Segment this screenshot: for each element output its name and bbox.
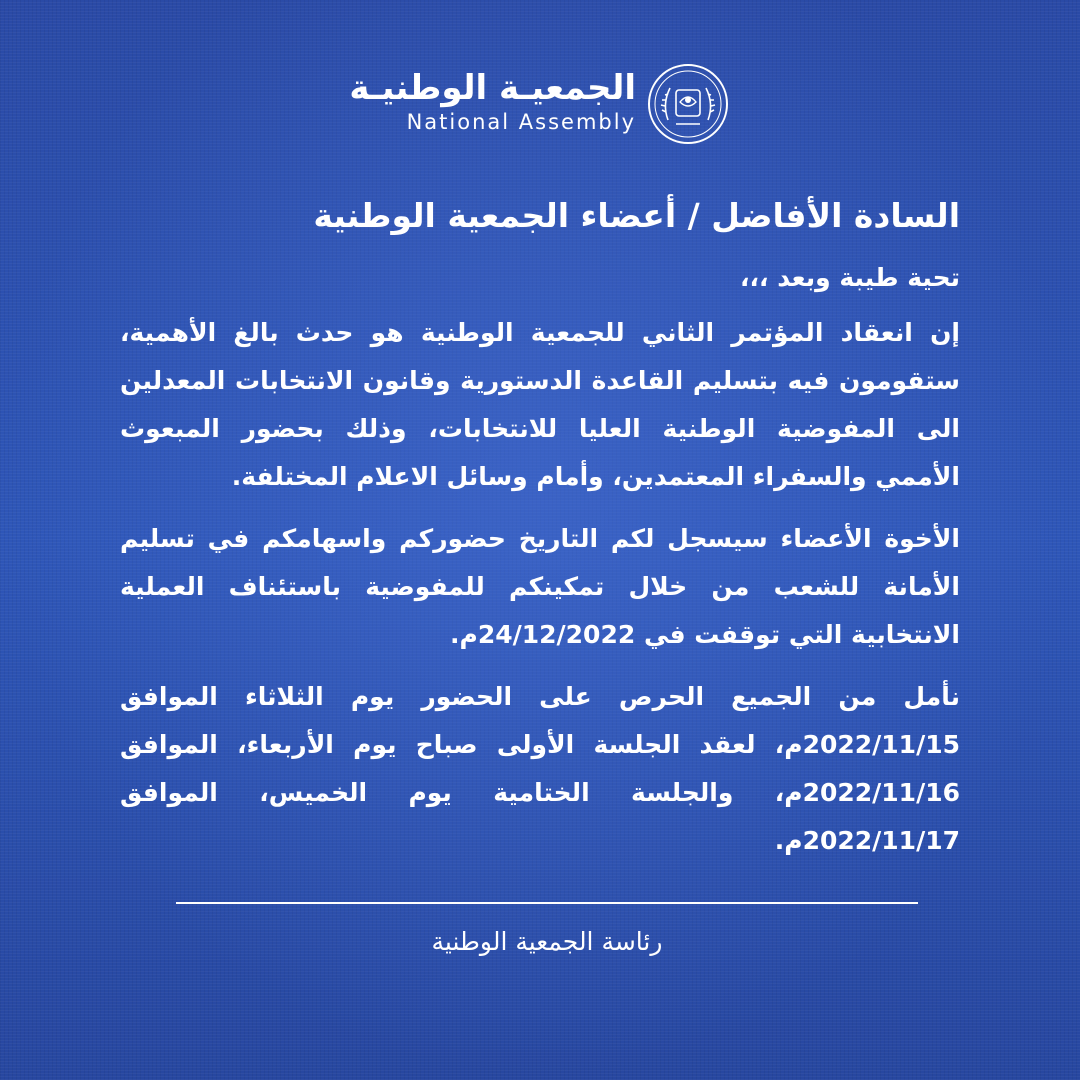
paragraph-members-contribution: الأخوة الأعضاء سيسجل لكم التاريخ حضوركم واسهامكم في تسليم الأمانة للشعب من خلال تمكينكم للمفوضية باستئناف العملية الانتخابية التي توقفت في 24/12/2022م. (120, 523, 960, 649)
national-assembly-emblem-icon (646, 62, 730, 146)
organization-logo (349, 62, 730, 146)
letter-signature: رئاسة الجمعية الوطنية (431, 927, 663, 956)
letter-body (120, 195, 960, 879)
org-name-english: National Assembly (406, 110, 636, 134)
org-name-arabic: الجمعيـة الوطنيـة (349, 68, 636, 108)
paragraph-attendance-schedule: نأمل من الجميع الحرص على الحضور يوم الثلاثاء الموافق 2022/11/15م، لعقد الجلسة الأولى صباح يوم الأربعاء، الموافق 2022/11/16م، والجلسة الختامية يوم الخميس، الموافق 2022/11/17م. (120, 681, 960, 855)
paragraph-conference-importance: إن انعقاد المؤتمر الثاني للجمعية الوطنية هو حدث بالغ الأهمية، ستقومون فيه بتسليم القاعدة الدستورية وقانون الانتخابات المعدلين الى المفوضية الوطنية العليا للانتخابات، وذلك بحضور المبعوث الأممي والسفراء المعتمدين، وأمام وسائل الاعلام المختلفة. (120, 317, 960, 491)
signature-divider (176, 902, 918, 904)
letter-greeting: تحية طيبة وبعد ،،، (740, 262, 960, 292)
letter-title: السادة الأفاضل / أعضاء الجمعية الوطنية (313, 196, 960, 235)
